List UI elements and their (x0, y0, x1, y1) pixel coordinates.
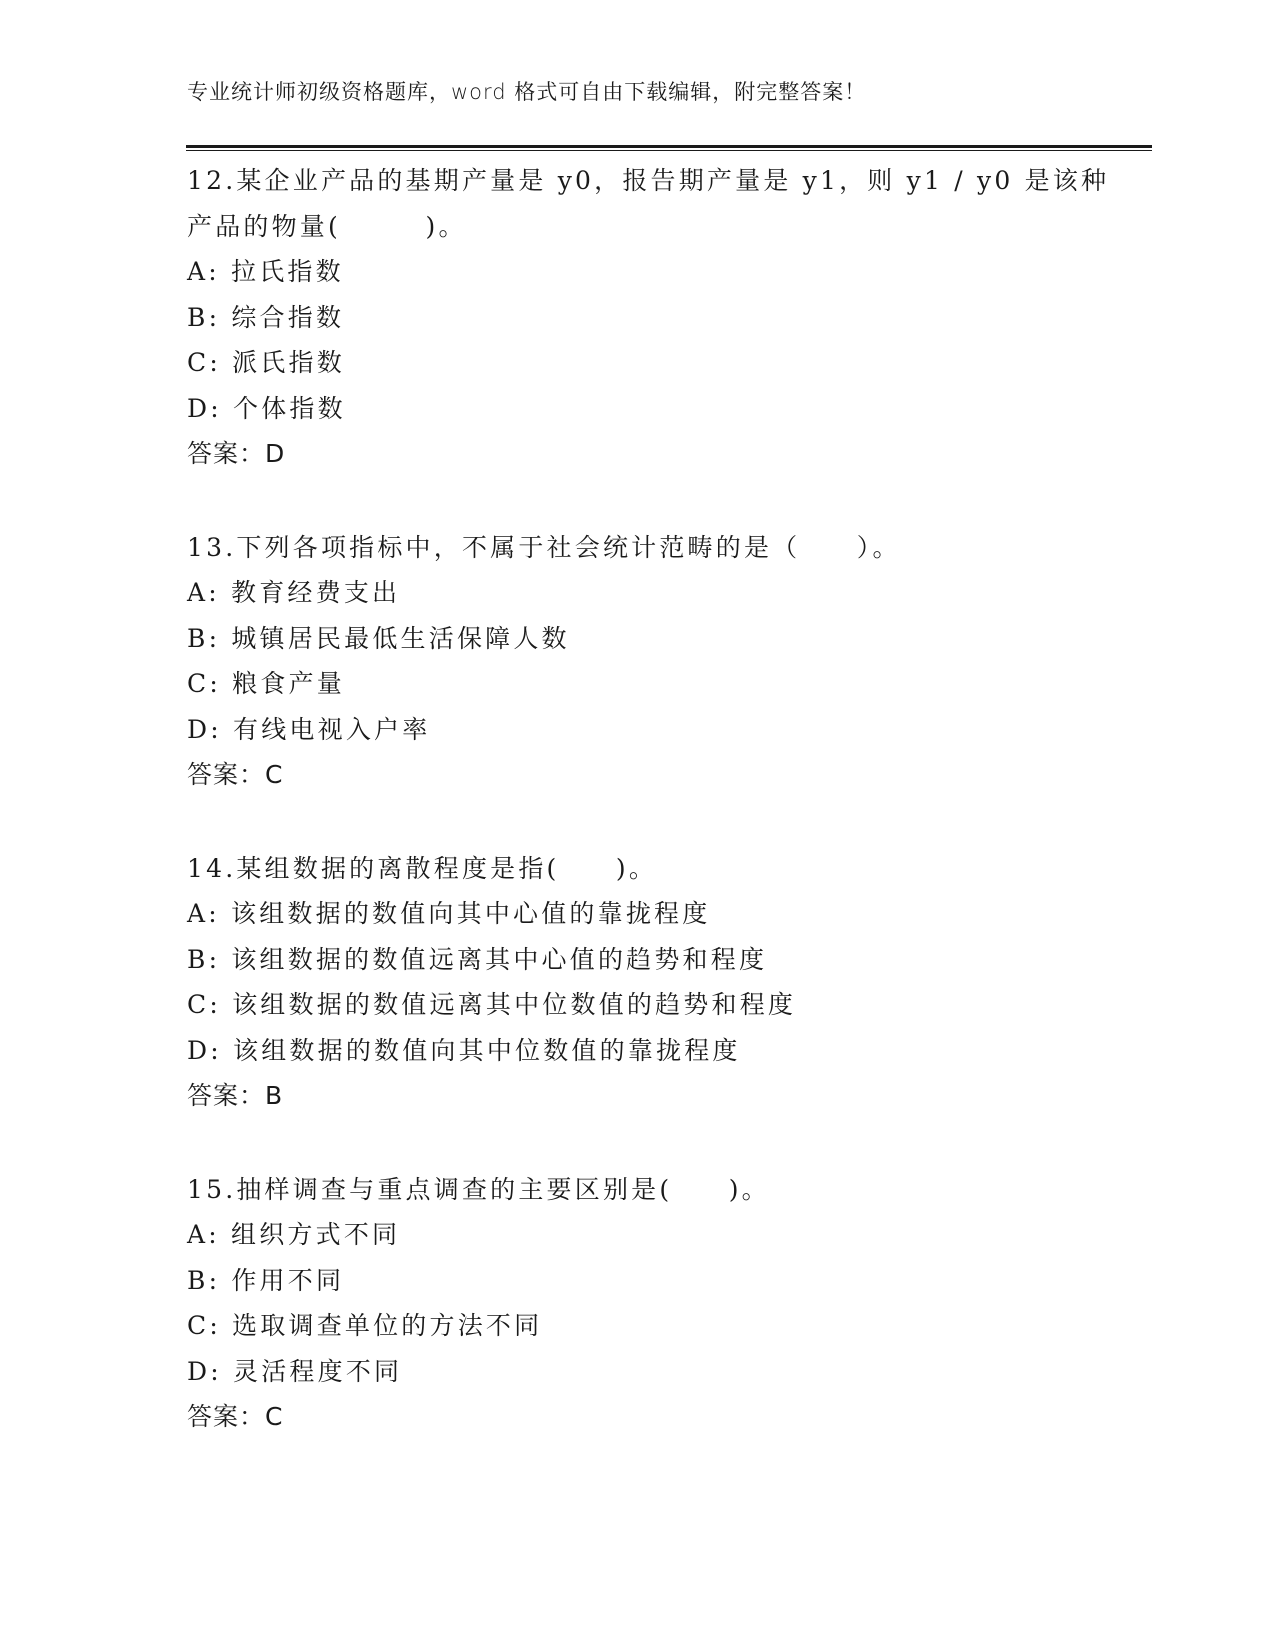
question-stem: 12.某企业产品的基期产量是 y0，报告期产量是 y1，则 y1 / y0 是该种 (187, 166, 1110, 195)
option-c: C: 派氏指数 (187, 348, 345, 377)
question-list (187, 158, 1127, 1488)
option-d: D: 灵活程度不同 (187, 1356, 403, 1386)
option-d: D: 该组数据的数值向其中位数值的靠拢程度 (187, 1035, 741, 1065)
header-divider-thin (186, 150, 1152, 151)
option-c: C: 选取调查单位的方法不同 (187, 1311, 543, 1340)
option-c: C: 该组数据的数值远离其中位数值的趋势和程度 (187, 990, 797, 1019)
question-stem: 13.下列各项指标中，不属于社会统计范畴的是（ ）。 (187, 532, 901, 562)
option-b: B: 综合指数 (187, 302, 345, 332)
page-header: 专业统计师初级资格题库，word 格式可自由下载编辑，附完整答案！ (187, 80, 867, 104)
option-a: A: 教育经费支出 (187, 578, 401, 607)
option-d: D: 有线电视入户率 (187, 714, 431, 744)
option-b: B: 作用不同 (187, 1265, 345, 1295)
header-divider-thick (186, 145, 1152, 148)
question-14 (187, 846, 1127, 1119)
answer-line: 答案：C (187, 760, 284, 789)
question-12 (187, 158, 1127, 477)
option-b: B: 该组数据的数值远离其中心值的趋势和程度 (187, 944, 768, 974)
question-13 (187, 525, 1127, 798)
option-b: B: 城镇居民最低生活保障人数 (187, 623, 570, 653)
option-a: A: 组织方式不同 (187, 1220, 401, 1249)
option-a: A: 该组数据的数值向其中心值的靠拢程度 (187, 899, 711, 928)
question-15 (187, 1167, 1127, 1440)
option-d: D: 个体指数 (187, 393, 346, 423)
question-stem: 产品的物量( )。 (187, 211, 467, 241)
option-c: C: 粮食产量 (187, 669, 345, 698)
answer-line: 答案：D (187, 439, 286, 468)
question-stem: 14.某组数据的离散程度是指( )。 (187, 853, 658, 883)
answer-line: 答案：C (187, 1402, 284, 1431)
question-stem: 15.抽样调查与重点调查的主要区别是( )。 (187, 1174, 770, 1204)
answer-line: 答案：B (187, 1081, 284, 1110)
option-a: A: 拉氏指数 (187, 257, 344, 286)
